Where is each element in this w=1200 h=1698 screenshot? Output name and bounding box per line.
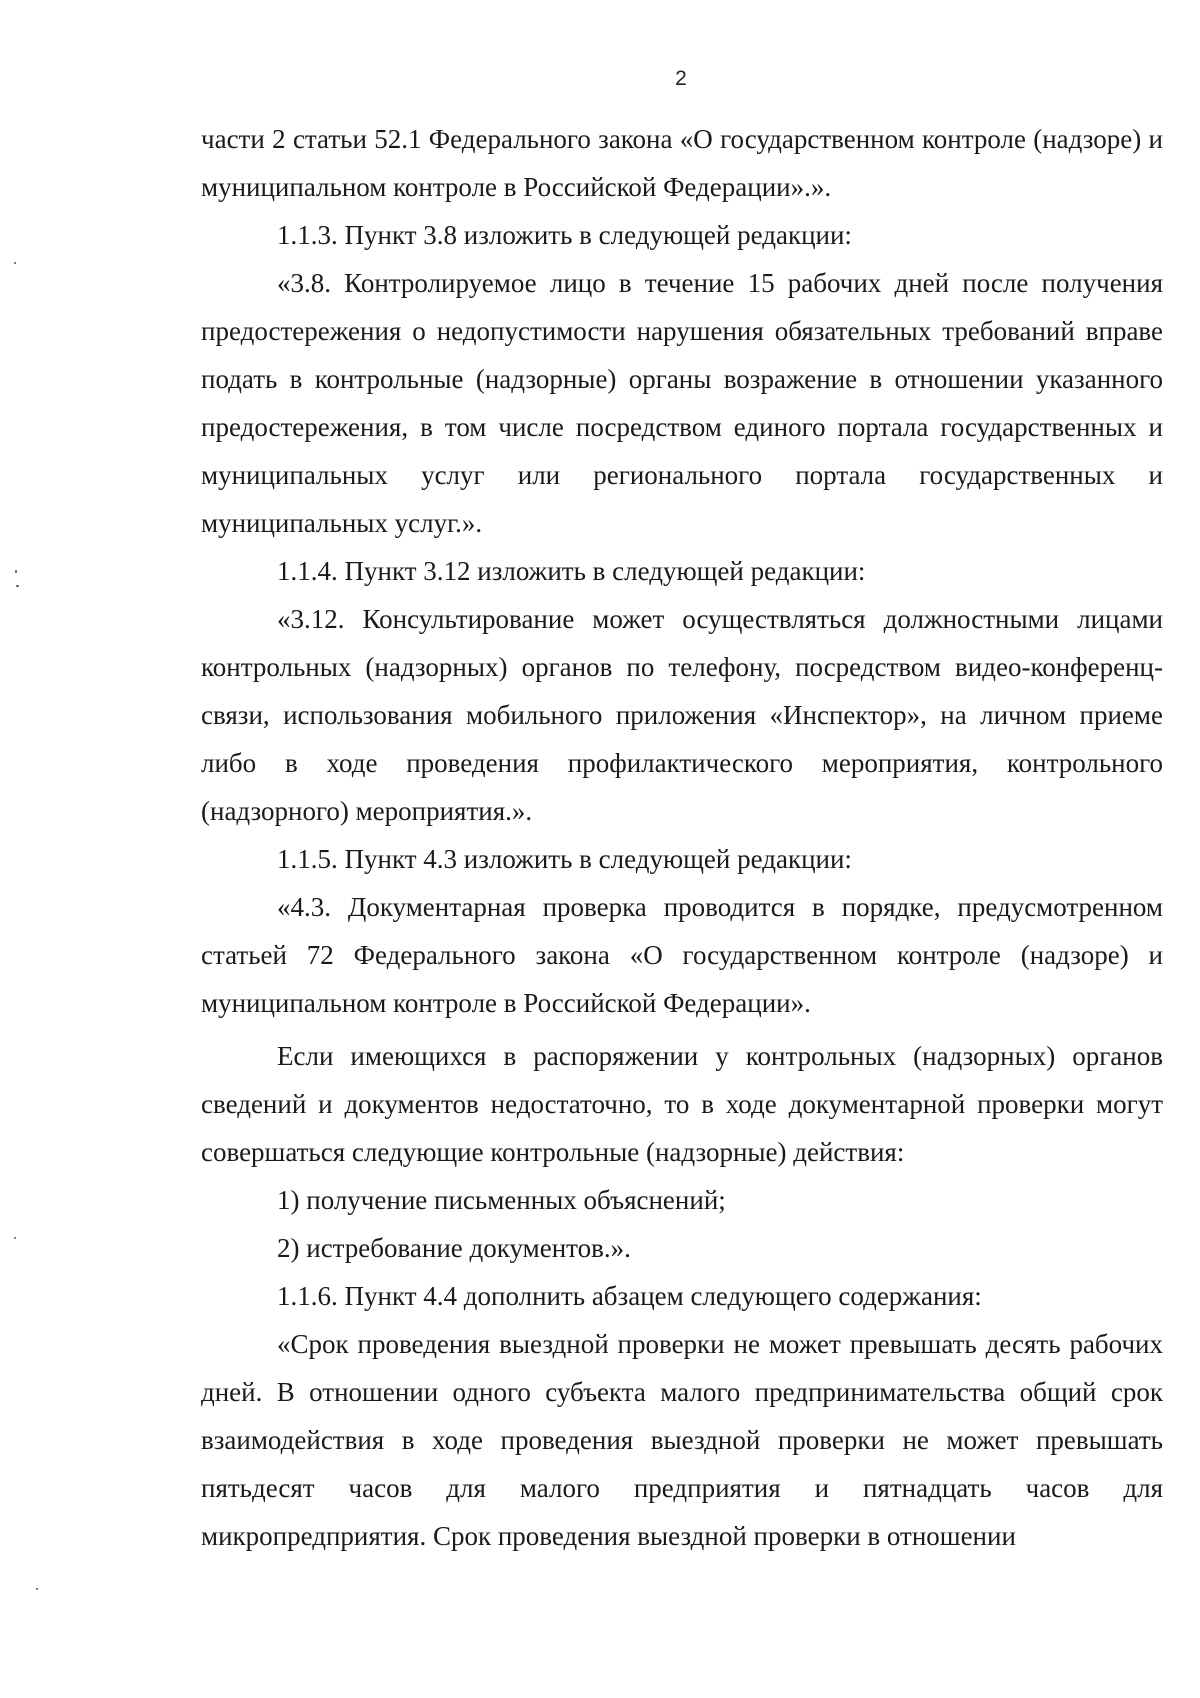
- list-item-documents: 2) истребование документов.».: [277, 1233, 631, 1263]
- scan-speck: [15, 570, 17, 573]
- scan-speck: [14, 262, 16, 264]
- paragraph-quote-4-3: «4.3. Документарная проверка проводится в порядке, предусмотренном статьей 72 Федерального закона «О государственном контроле (надзоре) и муниципальном контроле в Российской Федерации».: [201, 892, 1163, 1018]
- paragraph-insufficient-documents: Если имеющихся в распоряжении у контрольных (надзорных) органов сведений и документов недостаточно, то в ходе документарной проверки могут совершаться следующие контрольные (надзорные) действия:: [201, 1041, 1163, 1167]
- scan-speck: [14, 1237, 16, 1239]
- paragraph-item-1-1-6: 1.1.6. Пункт 4.4 дополнить абзацем следующего содержания:: [277, 1281, 982, 1311]
- paragraph-continuation: части 2 статьи 52.1 Федерального закона «О государственном контроле (надзоре) и муниципальном контроле в Российской Федерации».».: [201, 124, 1163, 202]
- paragraph-quote-term: «Срок проведения выездной проверки не может превышать десять рабочих дней. В отношении одного субъекта малого предпринимательства общий срок взаимодействия в ходе проведения выездной проверки не может превышать пятьдесят часов для малого предприятия и пятнадцать часов для микропредприятия. Срок проведения выездной проверки в отношении: [201, 1329, 1163, 1551]
- document-body: [201, 115, 1163, 1560]
- scan-speck: [36, 1588, 38, 1590]
- page-number: 2: [675, 67, 687, 90]
- list-item-explanations: 1) получение письменных объяснений;: [277, 1185, 726, 1215]
- paragraph-item-1-1-5: 1.1.5. Пункт 4.3 изложить в следующей редакции:: [277, 844, 852, 874]
- paragraph-quote-3-8: «3.8. Контролируемое лицо в течение 15 рабочих дней после получения предостережения о недопустимости нарушения обязательных требований вправе подать в контрольные (надзорные) органы возражение в отношении указанного предостережения, в том числе посредством единого портала государственных и муниципальных услуг или регионального портала государственных и муниципальных услуг.».: [201, 268, 1163, 538]
- paragraph-quote-3-12: «3.12. Консультирование может осуществляться должностными лицами контрольных (надзорных) органов по телефону, посредством видео-конференц-связи, использования мобильного приложения «Инспектор», на личном приеме либо в ходе проведения профилактического мероприятия, контрольного (надзорного) мероприятия.».: [201, 604, 1163, 826]
- paragraph-item-1-1-4: 1.1.4. Пункт 3.12 изложить в следующей редакции:: [277, 556, 866, 586]
- paragraph-item-1-1-3: 1.1.3. Пункт 3.8 изложить в следующей редакции:: [277, 220, 852, 250]
- scan-speck: [16, 585, 19, 587]
